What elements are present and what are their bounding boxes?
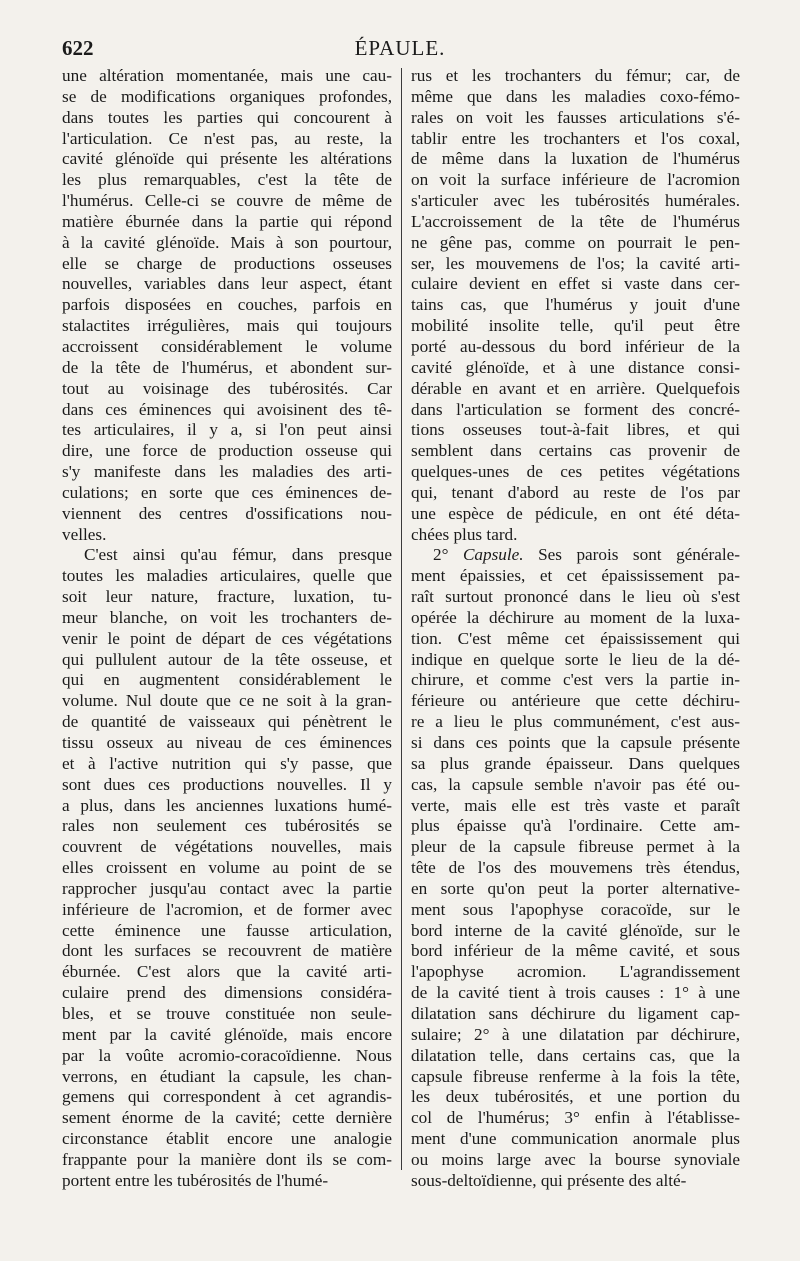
text-line: indique en quelque sorte le lieu de la dé- bbox=[411, 649, 740, 669]
text-line: frappante pour la manière dont ils se com- bbox=[62, 1149, 392, 1169]
text-line: culaire devient en effet si vaste dans cer- bbox=[411, 274, 740, 294]
text-line: dans l'articulation se forment des concré- bbox=[411, 399, 740, 419]
text-line: rales on voit les fausses articulations s'é- bbox=[411, 107, 740, 127]
text-line: rapprocher jusqu'au contact avec la partie bbox=[62, 878, 392, 898]
text-line: a plus, dans les anciennes luxations humé- bbox=[62, 795, 392, 815]
text-line: ser, les mouvemens de l'os; la cavité arti- bbox=[411, 253, 740, 273]
text-line: re a lieu le plus communément, c'est aus- bbox=[411, 712, 740, 732]
text-line: cavité glénoïde, et à une distance consi- bbox=[411, 357, 740, 377]
text-line: s'articuler avec les tubérosités humérales. bbox=[411, 191, 740, 211]
text-line: portent entre les tubérosités de l'humé- bbox=[62, 1170, 329, 1190]
text-line: soit leur nature, fracture, luxation, tu- bbox=[62, 587, 392, 607]
text-line: elles croissent en volume au point de se bbox=[62, 858, 392, 878]
text-line: bles, et se trouve constituée non seule- bbox=[62, 1003, 392, 1023]
text-line: qui en augmentent considérablement le bbox=[62, 670, 392, 690]
text-line: ment d'une communication anormale plus bbox=[411, 1129, 740, 1149]
section-title: Capsule. bbox=[462, 545, 524, 565]
text-line: les deux tubérosités, et une portion du bbox=[411, 1087, 740, 1107]
text-line: cas, la capsule semble n'avoir pas été ou- bbox=[411, 774, 740, 794]
text-line: de même dans la luxation de l'humérus bbox=[411, 149, 740, 169]
text-line: porté au-dessous du bord inférieur de la bbox=[411, 336, 740, 356]
text-line: en sorte qu'on peut la porter alternative- bbox=[411, 878, 740, 898]
text-line: par la voûte acromio-coracoïdienne. Nous bbox=[62, 1045, 392, 1065]
text-line: même que dans les maladies coxo-fémo- bbox=[411, 86, 740, 106]
text-line: chées plus tard. bbox=[411, 524, 518, 544]
text-line: dans toutes les parties qui concourent à bbox=[62, 107, 392, 127]
text-line: et à l'active nutrition qui s'y passe, que bbox=[62, 753, 392, 773]
text-line: venir le point de départ de ces végétations bbox=[62, 628, 392, 648]
text-line: cavité glénoïde qui présente les altérations bbox=[62, 149, 392, 169]
text-line: couvrent de végétations nouvelles, mais bbox=[62, 837, 392, 857]
text-line: verrons, en étudiant la capsule, les chan- bbox=[62, 1066, 392, 1086]
text-line: une espèce de pédicule, en ont été déta- bbox=[411, 503, 740, 523]
text-line: tion. C'est même cet épaississement qui bbox=[411, 628, 740, 648]
text-line: culaire prend des dimensions considéra- bbox=[62, 983, 392, 1003]
text-line: tions osseuses tout-à-fait libres, et qui bbox=[411, 420, 740, 440]
text-line: qui pullulent autour de la tête osseuse, et bbox=[62, 649, 392, 669]
text-line: plus épaisse qu'à l'ordinaire. Cette am- bbox=[411, 816, 740, 836]
text-line: dilatation telle, dans certains cas, que la bbox=[411, 1045, 740, 1065]
text-line: férieure ou antérieure que cette déchiru- bbox=[411, 691, 740, 711]
text-line: cette éminence une fausse articulation, bbox=[62, 920, 392, 940]
text-line: verte, mais elle est très vaste et paraît bbox=[411, 795, 740, 815]
text-line: tissu osseux au niveau de ces éminences bbox=[62, 733, 392, 752]
text-line: accroissent considérablement le volume bbox=[62, 336, 392, 356]
text-line: sous-deltoïdienne, qui présente des alté- bbox=[411, 1170, 687, 1190]
text-line: circonstance établit encore une analogie bbox=[62, 1129, 392, 1149]
text-line: parfois disposées en couches, parfois en bbox=[62, 295, 392, 315]
right-column bbox=[411, 66, 740, 1192]
text-line: nouvelles, variables dans leur aspect, étant bbox=[62, 274, 392, 294]
text-line: les plus remarquables, c'est la tête de bbox=[62, 170, 392, 190]
text-line: une altération momentanée, mais une cau- bbox=[62, 66, 392, 85]
running-title: ÉPAULE. bbox=[354, 36, 446, 60]
text-line: si dans ces points que la capsule présente bbox=[411, 733, 740, 752]
text-line: ment sous l'apophyse coracoïde, sur le bbox=[411, 899, 740, 919]
text-line: semblent dans certains cas provenir de bbox=[411, 441, 740, 461]
text-line: on voit la surface inférieure de l'acromion bbox=[411, 170, 740, 190]
text-line: capsule fibreuse renferme à la fois la tête, bbox=[411, 1066, 740, 1086]
text-line: sulaire; 2° à une dilatation par déchirure, bbox=[411, 1024, 740, 1044]
text-line: l'humérus. Celle-ci se couvre de même de bbox=[62, 191, 392, 211]
text-line: rus et les trochanters du fémur; car, de bbox=[411, 66, 740, 85]
text-line: bord interne de la cavité glénoïde, sur le bbox=[411, 920, 740, 940]
text-line: qui, tenant d'abord au reste de l'os par bbox=[411, 482, 740, 502]
text-line: velles. bbox=[62, 524, 107, 544]
text-line: dont les surfaces se recouvrent de matière bbox=[62, 941, 392, 961]
left-column bbox=[62, 66, 392, 1192]
text-line: volume. Nul doute que ce ne soit à la gran- bbox=[62, 691, 392, 711]
text-line: tête de l'os des mouvemens très étendus, bbox=[411, 858, 740, 878]
text-line: tout au voisinage des tubérosités. Car bbox=[62, 378, 392, 398]
text-line: col de l'humérus; 3° enfin à l'établisse- bbox=[411, 1108, 740, 1128]
text-line: dilatation sans déchirure du ligament cap- bbox=[411, 1003, 740, 1023]
text-line: culations; en sorte que ces éminences de- bbox=[62, 482, 392, 502]
text-line: inférieure de l'acromion, et de former avec bbox=[62, 899, 392, 919]
text-line: mobilité insolite telle, qu'il peut être bbox=[411, 316, 740, 336]
text-line bbox=[411, 545, 740, 566]
text-line: de la tête de l'humérus, et abondent sur- bbox=[62, 357, 392, 377]
text-line: ment par la cavité glénoïde, mais encore bbox=[62, 1024, 392, 1044]
text-line: sement énorme de la cavité; cette dernière bbox=[62, 1108, 392, 1128]
text-line: bord inférieur de la même cavité, et sous bbox=[411, 941, 740, 961]
text-line: l'apophyse acromion. L'agrandissement bbox=[411, 962, 740, 982]
page-number: 622 bbox=[62, 36, 94, 60]
text-line: pleur de la capsule fibreuse permet à la bbox=[411, 837, 740, 857]
text-line: ne gêne pas, comme on pourrait le pen- bbox=[411, 232, 740, 252]
section-text: Ses parois sont générale- bbox=[538, 545, 740, 565]
text-line: tes articulaires, il y a, si l'on peut ainsi bbox=[62, 420, 392, 440]
column-divider bbox=[401, 68, 402, 1170]
text-line: tains cas, que l'humérus y jouit d'une bbox=[411, 295, 740, 315]
text-line: stalactites irrégulières, mais qui toujours bbox=[62, 316, 392, 336]
text-line: ment épaissies, et cet épaississement pa- bbox=[411, 566, 740, 586]
text-line: dans ces éminences qui avoisinent des tê- bbox=[62, 399, 392, 419]
text-line: gemens qui correspondent à cet agrandis- bbox=[62, 1087, 392, 1107]
text-line: de quantité de vaisseaux qui pénètrent le bbox=[62, 712, 392, 732]
text-line: ou moins large avec la bourse synoviale bbox=[411, 1149, 740, 1169]
text-line: meur blanche, on voit les trochanters de- bbox=[62, 607, 392, 627]
text-line: quelques-unes de ces petites végétations bbox=[411, 462, 740, 482]
text-line: se de modifications organiques profondes, bbox=[62, 86, 392, 106]
text-line: opérée la déchirure au moment de la luxa- bbox=[411, 607, 740, 627]
text-line: raît surtout prononcé dans le lieu où s'est bbox=[411, 587, 740, 607]
text-line: matière éburnée dans la partie qui répond bbox=[62, 211, 392, 231]
text-line: viennent des centres d'ossifications nou- bbox=[62, 503, 392, 523]
text-line: toutes les maladies articulaires, quelle que bbox=[62, 566, 392, 586]
running-header bbox=[62, 36, 738, 66]
text-line: chirure, et comme c'est vers la partie in- bbox=[411, 670, 740, 690]
text-line: elle se charge de productions osseuses bbox=[62, 253, 392, 273]
text-line: de la cavité tient à trois causes : 1° à une bbox=[411, 983, 740, 1003]
text-line: éburnée. C'est alors que la cavité arti- bbox=[62, 962, 392, 982]
text-line: L'accroissement de la tête de l'humérus bbox=[411, 211, 740, 231]
text-line: dérable en avant et en arrière. Quelquefois bbox=[411, 378, 740, 398]
text-line: à la cavité glénoïde. Mais à son pourtour, bbox=[62, 232, 392, 252]
text-line: rales non seulement ces tubérosités se bbox=[62, 816, 392, 836]
section-number: 2° bbox=[433, 545, 449, 565]
text-line: sont dues ces productions nouvelles. Il y bbox=[62, 774, 392, 794]
text-line: dire, une force de production osseuse qui bbox=[62, 441, 392, 461]
text-line: tablir entre les trochanters et l'os coxal, bbox=[411, 128, 740, 148]
text-line: C'est ainsi qu'au fémur, dans presque bbox=[84, 545, 392, 565]
text-line: l'articulation. Ce n'est pas, au reste, la bbox=[62, 128, 392, 148]
text-line: sa plus grande épaisseur. Dans quelques bbox=[411, 753, 740, 773]
text-line: s'y manifeste dans les maladies des arti- bbox=[62, 462, 392, 482]
